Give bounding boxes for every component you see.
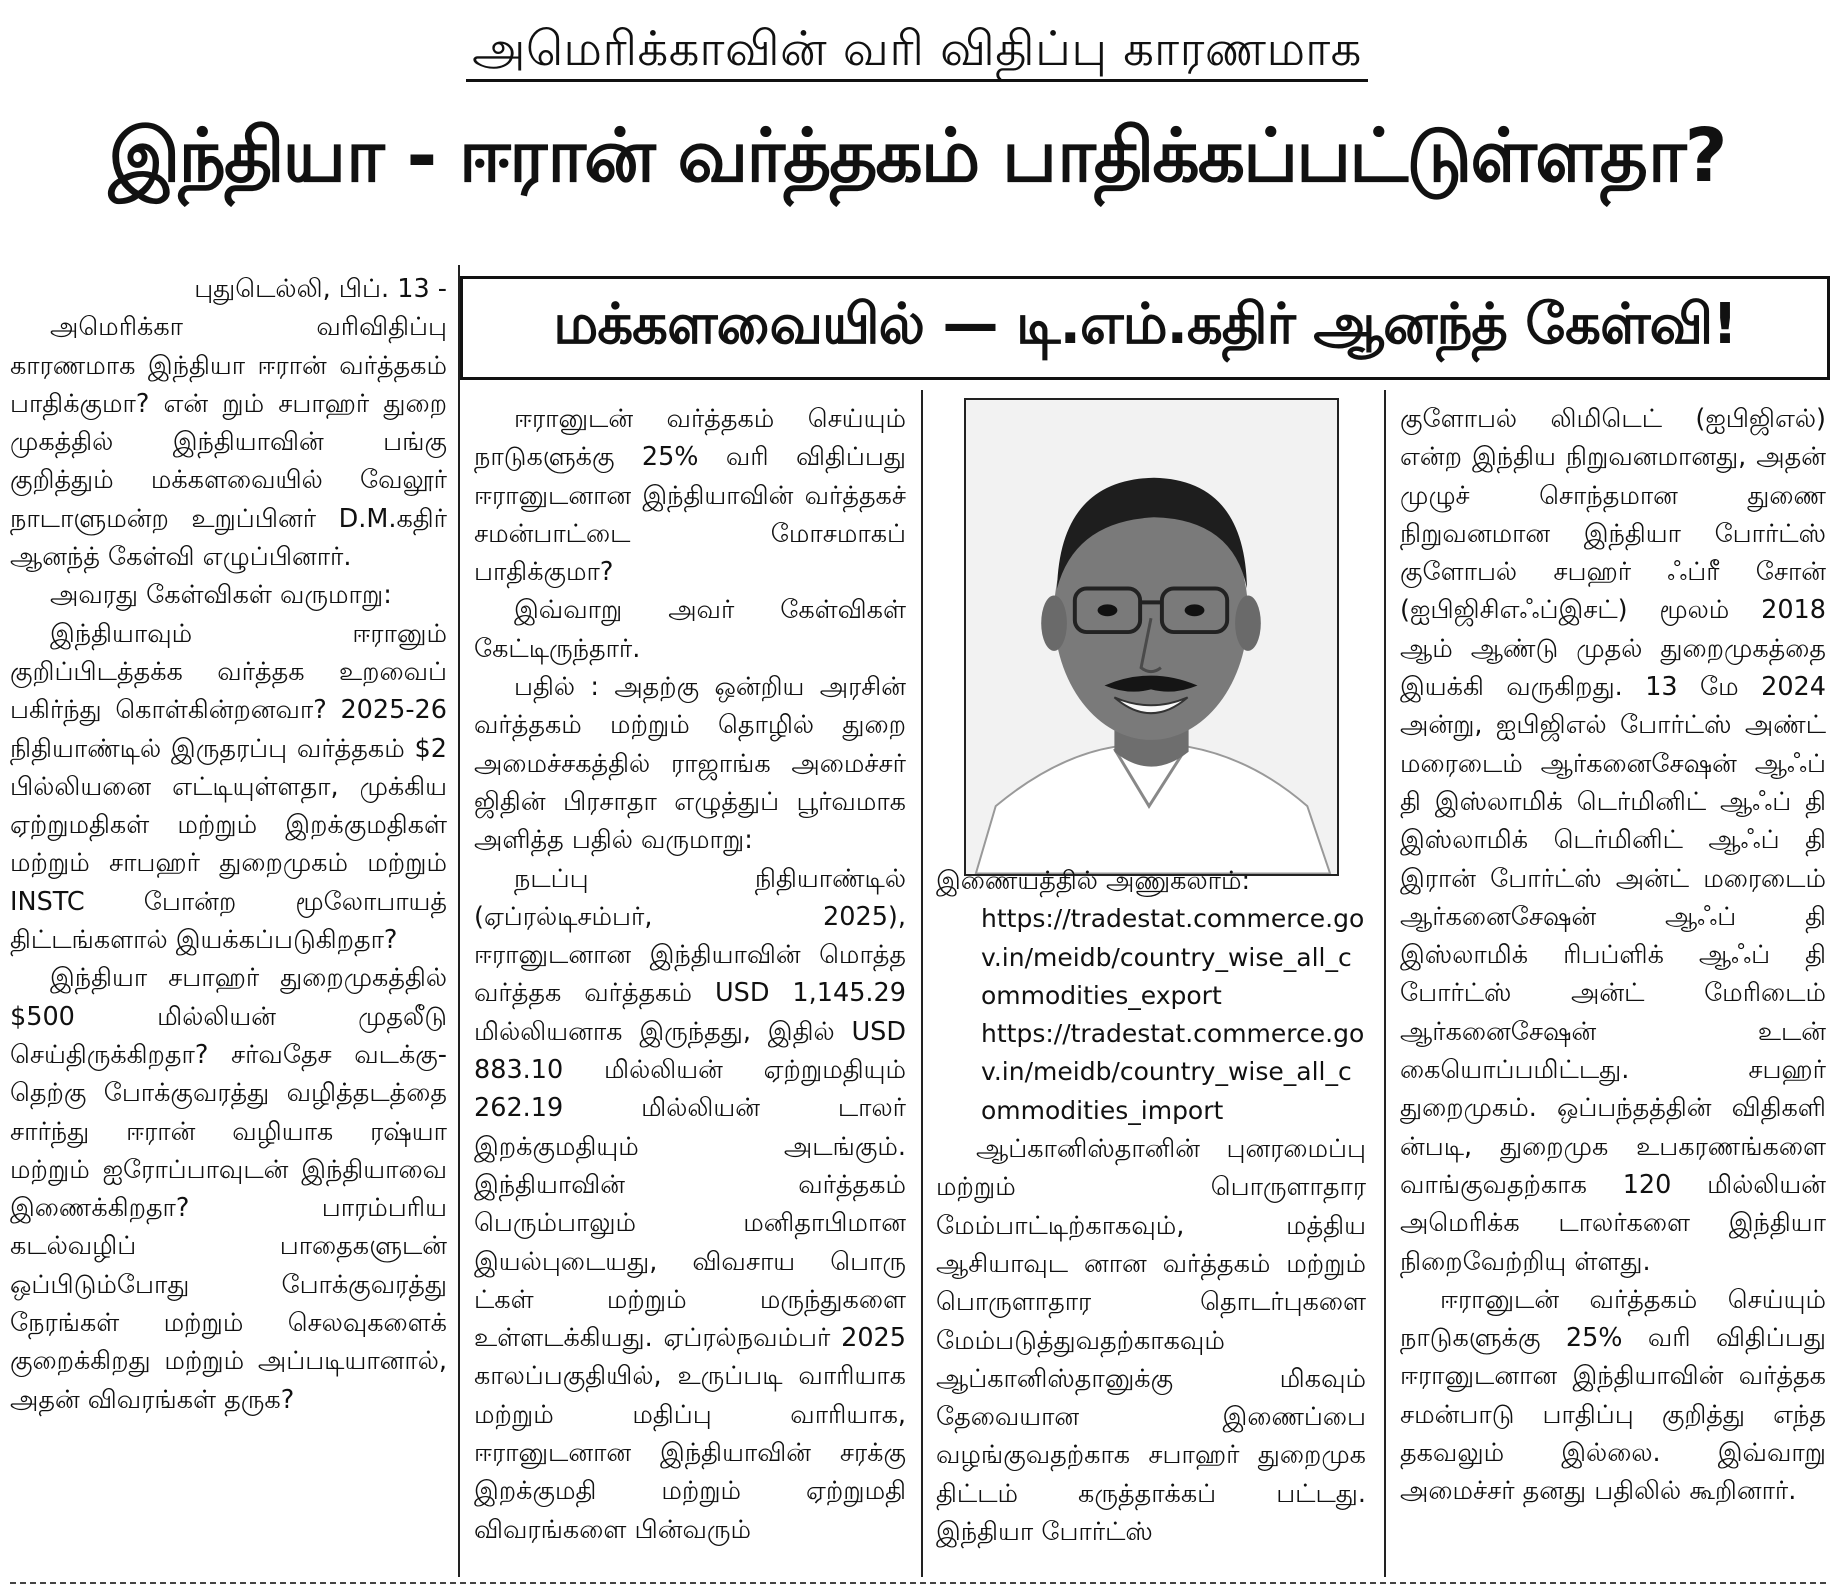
paragraph: குளோபல் லிமிடெட் (ஐபிஜிஎல்) என்ற இந்திய நிறுவனமானது, அதன் முழுச் சொந்தமான துணை நிறுவனமான இந்தியா போர்ட்ஸ் குளோபல் சபஹர் ஃப்ரீ சோன் (ஐபிஜிசிஎஃப்இசட்) மூலம் 2018 ஆம் ஆண்டு முதல் துறைமுகத்தை இயக்கி வருகிறது. 13 மே 2024 அன்று, ஐபிஜிஎல் போர்ட்ஸ் அண்ட் மரைடைம் ஆர்கனைசேஷன் ஆஃப் தி இஸ்லாமிக் டெர்மினிட் ஆஃப் தி இஸ்லாமிக் டெர்மினிட் ஆஃப் தி இரான் போர்ட்ஸ் அன்ட் மரைடைம் ஆர்கனைசேஷன் ஆஃப் தி இஸ்லாமிக் ரிபப்ளிக் ஆஃப் தி போர்ட்ஸ் அன்ட் மேரிடைம் ஆர்கனைசேஷன் உடன் கையொப்பமிட்டது. சபஹர் துறைமுகம். ஒப்பந்தத்தின் விதிகளி ன்படி, துறைமுக உபகரணங்களை வாங்குவதற்காக 120 மில்லியன் அமெரிக்க டாலர்களை இந்தியா நிறைவேற்றியு ள்ளது. [1400, 404, 1826, 1277]
paragraph: ஈரானுடன் வர்த்தகம் செய்யும் நாடுகளுக்கு 25% வரி விதிப்பது ஈரானுடனான இந்தியாவின் வர்த்தக சமன்பாடு பாதிப்பு குறித்து எந்த தகவலும் இல்லை. இவ்வாறு அமைச்சர் தனது பதிலில் கூறினார். [1400, 1284, 1826, 1507]
portrait-photo [964, 398, 1339, 876]
paragraph: இந்தியாவும் ஈரானும் குறிப்பிடத்தக்க வர்த்தக உறவைப் பகிர்ந்து கொள்கின்றனவா? 2025-26 நிதியாண்டில் இருதரப்பு வர்த்தகம் $2 பில்லியனை எட்டியுள்ளதா, முக்கிய ஏற்றுமதிகள் மற்றும் இறக்குமதிகள் மற்றும் சாபஹர் துறைமுகம் மற்றும் INSTC போன்ற மூலோபாயத் திட்டங்களால் இயக்கப்படுகிறதா? [10, 618, 447, 956]
dateline: புதுடெல்லி, பிப். 13 - [194, 274, 447, 304]
column-2 [474, 400, 906, 1576]
paragraph: ஈரானுடன் வர்த்தகம் செய்யும் நாடுகளுக்கு 25% வரி விதிப்பது ஈரானுடனான இந்தியாவின் வர்த்தகச் சமன்பாட்டை மோசமாகப் பாதிக்குமா? [474, 404, 906, 588]
subheadline: மக்களவையில் — டி.எம்.கதிர் ஆனந்த் கேள்வி! [460, 276, 1830, 380]
paragraph: இந்தியா சபாஹர் துறைமுகத்தில் $500 மில்லியன் முதலீடு செய்திருக்கிறதா? சர்வதேச வடக்கு-தெற்கு போக்குவரத்து வழித்தடத்தை சார்ந்து ஈரான் வழியாக ரஷ்யா மற்றும் ஐரோப்பாவுடன் இந்தியாவை இணைக்கிறதா? பாரம்பரிய கடல்வழிப் பாதைகளுடன் ஒப்பிடும்போது போக்குவரத்து நேரங்கள் மற்றும் செலவுகளைக் குறைக்கிறது மற்றும் அப்படியானால், அதன் விவரங்கள் தருக? [10, 963, 447, 1415]
column-1 [10, 270, 447, 1576]
headline: இந்தியா - ஈரான் வர்த்தகம் பாதிக்கப்பட்டுள்ளதா? [108, 113, 1726, 199]
bottom-rule [10, 1582, 1826, 1584]
paragraph: இணையத்தில் அணுகலாம்: [936, 866, 1251, 896]
paragraph: பதில் : அதற்கு ஒன்றிய அரசின் வர்த்தகம் மற்றும் தொழில் துறை அமைச்சகத்தில் ராஜாங்க அமைச்சர் ஜிதின் பிரசாதா எழுத்துப் பூர்வமாக அளித்த பதில் வருமாறு: [474, 672, 906, 856]
paragraph: அமெரிக்கா வரிவிதிப்பு காரணமாக இந்தியா ஈரான் வர்த்தகம் பாதிக்குமா? என் றும் சபாஹர் துறை முகத்தில் இந்தியாவின் பங்கு குறித்தும் மக்களவையில் வேலூர் நாடாளுமன்ற உறுப்பினர் D.M.கதிர் ஆனந்த் கேள்வி எழுப்பினார். [10, 312, 447, 573]
paragraph: அவரது கேள்விகள் வருமாறு: [50, 580, 392, 611]
source-link[interactable]: https://tradestat.commerce.gov.in/meidb/country_wise_all_commodities_export [981, 904, 1365, 1010]
column-divider [458, 265, 460, 1577]
paragraph: நடப்பு நிதியாண்டில் (ஏப்ரல்டிசம்பர், 2025), ஈரானுடனான இந்தியாவின் மொத்த வர்த்தக வர்த்தகம் USD 1,145.29 மில்லியனாக இருந்தது, இதில் USD 883.10 மில்லியன் ஏற்றுமதியும் 262.19 மில்லியன் டாலர் இறக்குமதியும் அடங்கும். இந்தியாவின் வர்த்தகம் பெரும்பாலும் மனிதாபிமான இயல்புடையது, விவசாய பொரு ட்கள் மற்றும் மருந்துகளை உள்ளடக்கியது. ஏப்ரல்நவம்பர் 2025 காலப்பகுதியில், உருப்படி வாரியாக மற்றும் மதிப்பு வாரியாக, ஈரானுடனான இந்தியாவின் சரக்கு இறக்குமதி மற்றும் ஏற்றுமதி விவரங்களை பின்வரும் [474, 863, 906, 1545]
paragraph: இவ்வாறு அவர் கேள்விகள் கேட்டிருந்தார். [474, 595, 906, 664]
column-divider [921, 390, 923, 1577]
kicker [0, 18, 1834, 80]
portrait-illustration [966, 400, 1337, 874]
column-4 [1400, 400, 1826, 1576]
kicker-text: அமெரிக்காவின் வரி விதிப்பு காரணமாக [466, 21, 1368, 82]
column-divider [1384, 390, 1386, 1577]
source-link[interactable]: https://tradestat.commerce.gov.in/meidb/country_wise_all_commodities_import [981, 1019, 1365, 1125]
column-3 [936, 862, 1366, 1576]
paragraph: ஆப்கானிஸ்தானின் புனரமைப்பு மற்றும் பொருளாதார மேம்பாட்டிற்காகவும், மத்திய ஆசியாவுட னான வர்த்தகம் மற்றும் பொருளாதார தொடர்புகளை மேம்படுத்துவதற்காகவும் ஆப்கானிஸ்தானுக்கு மிகவும் தேவையான இணைப்பை வழங்குவதற்காக சபாஹர் துறைமுக திட்டம் கருத்தாக்கப் பட்டது. இந்தியா போர்ட்ஸ் [936, 1134, 1366, 1548]
